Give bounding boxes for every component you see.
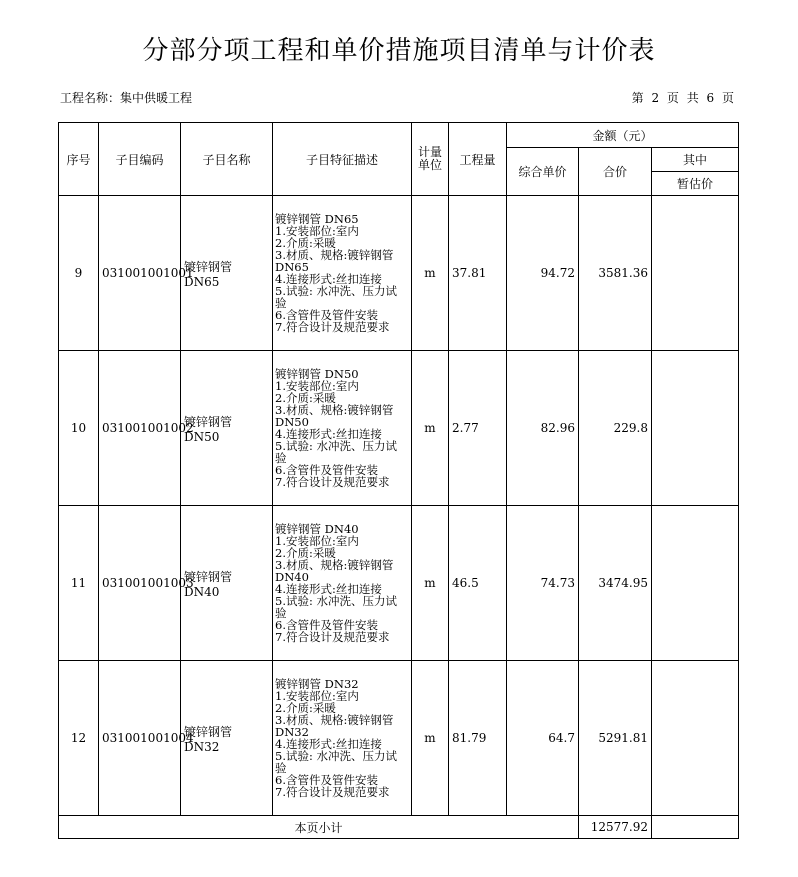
row-name: 镀锌钢管 DN32 <box>181 661 273 816</box>
row-unit-price: 82.96 <box>507 351 579 506</box>
desc-line: 5.试验: 水冲洗、压力试 <box>275 594 398 608</box>
desc-line: 4.连接形式:丝扣连接 <box>275 272 382 286</box>
desc-line: 镀锌钢管 DN50 <box>275 367 359 381</box>
header-name: 子目名称 <box>181 123 273 196</box>
subtotal-total: 12577.92 <box>579 816 652 839</box>
desc-line: 验 <box>275 296 287 310</box>
header-code: 子目编码 <box>99 123 181 196</box>
header-of-which: 其中 <box>652 148 739 172</box>
desc-line: 7.符合设计及规范要求 <box>275 475 390 489</box>
row-unit: m <box>412 196 449 351</box>
row-unit-price: 64.7 <box>507 661 579 816</box>
row-unit: m <box>412 351 449 506</box>
row-seq: 10 <box>59 351 99 506</box>
desc-line: 4.连接形式:丝扣连接 <box>275 582 382 596</box>
header-provisional: 暂估价 <box>652 172 739 196</box>
desc-line: 6.含管件及管件安装 <box>275 773 378 787</box>
desc-line: 1.安装部位:室内 <box>275 534 359 548</box>
desc-line: 7.符合设计及规范要求 <box>275 630 390 644</box>
row-name: 镀锌钢管 DN65 <box>181 196 273 351</box>
desc-line: 6.含管件及管件安装 <box>275 618 378 632</box>
desc-line: 1.安装部位:室内 <box>275 224 359 238</box>
row-name: 镀锌钢管 DN50 <box>181 351 273 506</box>
subtotal-row <box>59 816 739 839</box>
row-total: 3474.95 <box>579 506 652 661</box>
row-total: 5291.81 <box>579 661 652 816</box>
header-seq: 序号 <box>59 123 99 196</box>
row-qty: 2.77 <box>449 351 507 506</box>
desc-line: 6.含管件及管件安装 <box>275 308 378 322</box>
row-provisional <box>652 661 739 816</box>
desc-line: 4.连接形式:丝扣连接 <box>275 427 382 441</box>
bill-table <box>58 122 739 839</box>
desc-line: 2.介质:采暖 <box>275 391 336 405</box>
desc-line: 3.材质、规格:镀锌钢管 <box>275 248 394 262</box>
desc-line: 3.材质、规格:镀锌钢管 <box>275 403 394 417</box>
desc-line: 6.含管件及管件安装 <box>275 463 378 477</box>
page-title: 分部分项工程和单价措施项目清单与计价表 <box>142 36 656 66</box>
desc-line: 镀锌钢管 DN32 <box>275 677 359 691</box>
row-unit: m <box>412 506 449 661</box>
header-qty: 工程量 <box>449 123 507 196</box>
table-row <box>59 351 739 506</box>
desc-line: 1.安装部位:室内 <box>275 379 359 393</box>
row-unit-price: 94.72 <box>507 196 579 351</box>
row-name: 镀锌钢管 DN40 <box>181 506 273 661</box>
row-total: 229.8 <box>579 351 652 506</box>
header-amount: 金额（元） <box>507 123 739 148</box>
table-row <box>59 196 739 351</box>
row-code: 031001001002 <box>99 351 181 506</box>
desc-line: 验 <box>275 761 287 775</box>
desc-line: 验 <box>275 451 287 465</box>
desc-line: 5.试验: 水冲洗、压力试 <box>275 439 398 453</box>
project-name: 工程名称：集中供暖工程 <box>60 91 193 105</box>
page-number: 第 2 页 共 6 页 <box>631 91 734 105</box>
desc-line: 镀锌钢管 DN65 <box>275 212 359 226</box>
row-qty: 81.79 <box>449 661 507 816</box>
desc-line: 验 <box>275 606 287 620</box>
row-total: 3581.36 <box>579 196 652 351</box>
desc-line: 3.材质、规格:镀锌钢管 <box>275 558 394 572</box>
desc-line: 镀锌钢管 DN40 <box>275 522 359 536</box>
header-desc: 子目特征描述 <box>273 123 412 196</box>
row-code: 031001001001 <box>99 196 181 351</box>
row-code: 031001001004 <box>99 661 181 816</box>
row-provisional <box>652 351 739 506</box>
subtotal-label: 本页小计 <box>59 816 579 839</box>
row-desc <box>273 506 412 661</box>
desc-line: 4.连接形式:丝扣连接 <box>275 737 382 751</box>
row-desc <box>273 196 412 351</box>
desc-line: DN65 <box>275 260 309 274</box>
row-desc <box>273 351 412 506</box>
desc-line: 7.符合设计及规范要求 <box>275 320 390 334</box>
row-desc <box>273 661 412 816</box>
subtotal-provisional <box>652 816 739 839</box>
row-seq: 12 <box>59 661 99 816</box>
desc-line: 2.介质:采暖 <box>275 701 336 715</box>
row-provisional <box>652 196 739 351</box>
desc-line: 5.试验: 水冲洗、压力试 <box>275 749 398 763</box>
row-provisional <box>652 506 739 661</box>
header-unit-price: 综合单价 <box>507 148 579 196</box>
desc-line: 5.试验: 水冲洗、压力试 <box>275 284 398 298</box>
row-unit-price: 74.73 <box>507 506 579 661</box>
row-code: 031001001003 <box>99 506 181 661</box>
row-qty: 46.5 <box>449 506 507 661</box>
header-total: 合价 <box>579 148 652 196</box>
desc-line: 7.符合设计及规范要求 <box>275 785 390 799</box>
desc-line: 2.介质:采暖 <box>275 236 336 250</box>
row-seq: 11 <box>59 506 99 661</box>
table-row <box>59 661 739 816</box>
desc-line: DN40 <box>275 570 309 584</box>
header-unit: 计量单位 <box>412 123 449 196</box>
row-unit: m <box>412 661 449 816</box>
table-row <box>59 506 739 661</box>
desc-line: 3.材质、规格:镀锌钢管 <box>275 713 394 727</box>
row-qty: 37.81 <box>449 196 507 351</box>
desc-line: 1.安装部位:室内 <box>275 689 359 703</box>
desc-line: 2.介质:采暖 <box>275 546 336 560</box>
desc-line: DN32 <box>275 725 309 739</box>
row-seq: 9 <box>59 196 99 351</box>
desc-line: DN50 <box>275 415 309 429</box>
